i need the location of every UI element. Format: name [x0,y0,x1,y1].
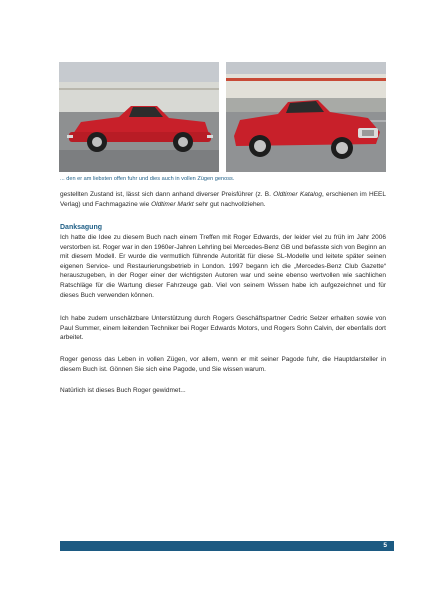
page-number: 5 [383,542,387,549]
car-photo-side [59,62,219,172]
intro-title-2: Oldtimer Markt [151,200,194,208]
intro-paragraph: gestellten Zustand ist, lässt sich dann anhand diverser Preisführer (z. B. Oldtimer Katalog, erschienen im HEEL Verlag) und Fachmagazine wie Oldtimer Markt sehr gut nachvollziehen. [60,191,386,208]
section-heading: Danksagung [60,224,103,231]
photo-caption: ... den er am liebsten offen fuhr und dies auch in vollen Zügen genoss. [60,176,235,182]
footer-bar [60,541,394,551]
car-photo-front [226,62,386,172]
paragraph: Ich habe zudem unschätzbare Unterstützung durch Rogers Geschäftspartner Cedric Selzer erhalten sowie von Paul Summer, einem leitenden Techniker bei Roger Edwards Motors, und Rogers Sohn Calvin, der ebenfalls dort arbeitet. [60,315,386,342]
intro-title-1: Oldtimer Katalog [273,191,322,198]
paragraph: Roger genoss das Leben in vollen Zügen, vor allem, wenn er mit seiner Pagode fuhr, die Hauptdarsteller in diesem Buch ist. Gönnen Sie sich eine Pagode, und Sie wissen warum. [60,356,386,373]
paragraph: Natürlich ist dieses Buch Roger gewidmet... [60,387,186,394]
paragraph: Ich hatte die Idee zu diesem Buch nach einem Treffen mit Roger Edwards, der leider viel zu früh im Jahr 2006 verstorben ist. Roger war in den 1960er-Jahren Lehrling bei Mercedes-Benz GB und befasste sich von Beginn an mit diesem Modell. Er wurde die vermutlich führende Autorität für diese SL-Modelle und leitete später seinen eigenen Service- und Restaurierungsbetrieb in London. 1997 begann ich die „Mercedes-Benz Club Gazette“ herauszugeben, in der Roger einer der wichtigsten Autoren war und seine ebenso wertvollen wie sachlichen Ratschläge für die Wartung dieser Fahrzeuge gab. Viel von seinem Wissen habe ich aufgezeichnet und für dieses Buch verwenden können. [60,234,386,299]
